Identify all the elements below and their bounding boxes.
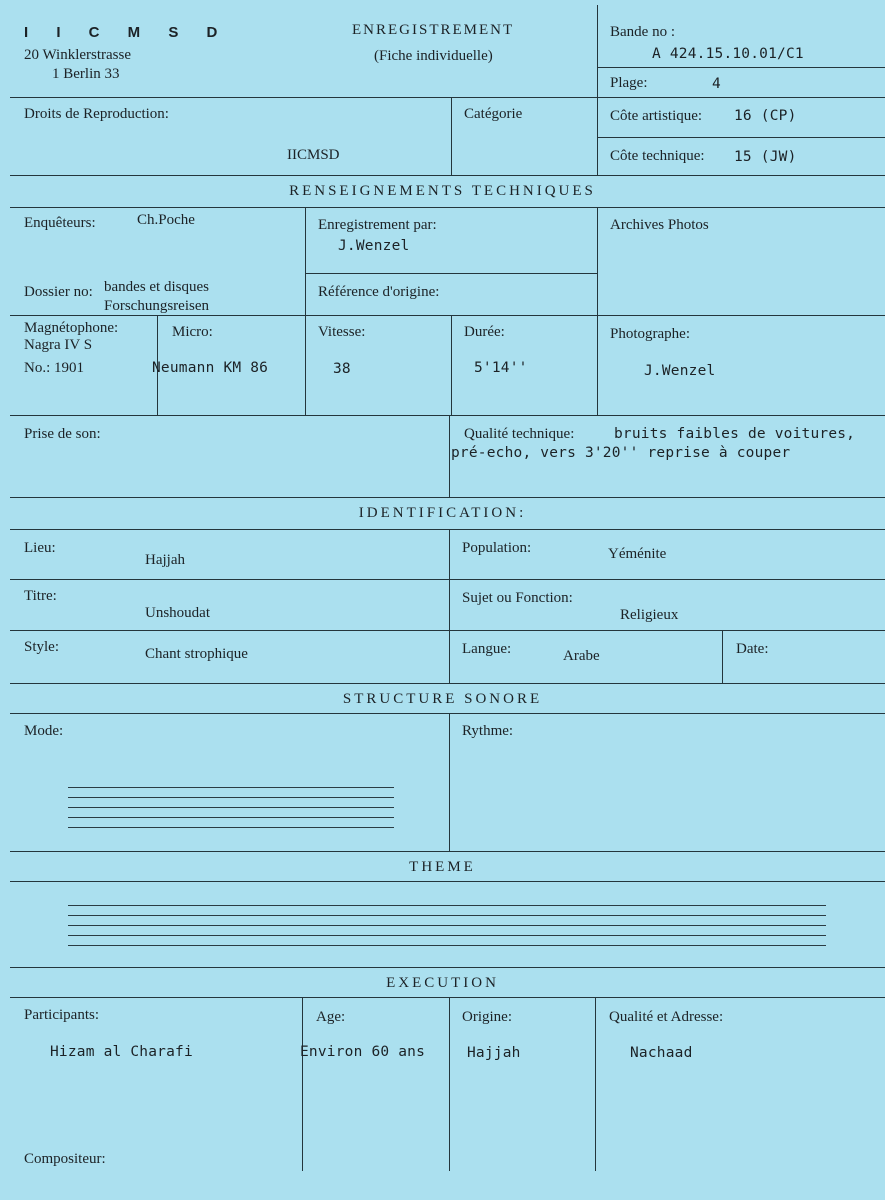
dossier-label: Dossier no: [24,284,93,300]
enqueteurs-value: Ch.Poche [137,212,195,228]
mode-label: Mode: [24,723,64,739]
theme-staff-line [68,925,826,926]
section-title-execution: EXECUTION [386,975,499,991]
magnetophone-number: No.: 1901 [24,360,84,376]
section-title-technique: RENSEIGNEMENTS TECHNIQUES [289,183,596,199]
origine-label: Origine: [462,1009,512,1025]
micro-value: Neumann KM 86 [152,360,269,376]
rule-cote-left [597,97,598,175]
form-subtitle: (Fiche individuelle) [374,48,493,64]
dossier-value-line-2: Forschungsreisen [104,298,209,314]
categorie-label: Catégorie [464,106,523,122]
qualite-adresse-label: Qualité et Adresse: [609,1009,724,1025]
reference-label: Référence d'origine: [318,284,440,300]
duree-value: 5'14'' [474,360,528,376]
dossier-value-line-1: bandes et disques [104,279,209,295]
qualite-adresse-value: Nachaad [630,1045,693,1061]
population-label: Population: [462,540,532,556]
rule-ident-title-bottom [10,529,885,530]
rule-enreg-left [305,207,306,415]
rule-style-bottom [10,683,885,684]
theme-staff-line [68,945,826,946]
vitesse-value: 38 [333,361,351,377]
population-value: Yéménite [608,546,667,562]
bande-label: Bande no : [610,24,675,40]
cote-artistique-label: Côte artistique: [610,108,703,124]
mode-staff-line [68,787,394,788]
rule-dossier-bottom [10,315,885,316]
rule-theme-title-bottom [10,881,885,882]
rule-titre-bottom [10,630,885,631]
magnetophone-value: Nagra IV S [24,337,93,353]
rule-structure-title-bottom [10,713,885,714]
theme-staff-line [68,905,826,906]
rule-theme-bottom [10,967,885,968]
compositeur-label: Compositeur: [24,1151,106,1167]
origine-value: Hajjah [467,1045,521,1061]
participants-value: Hizam al Charafi [50,1044,193,1060]
age-value: Environ 60 ans [300,1044,426,1060]
rule-ident-mid [449,529,450,683]
droits-value: IICMSD [287,147,340,163]
rule-header-bottom [10,97,885,98]
rule-categorie-left [451,97,452,175]
form-title: ENREGISTREMENT [352,22,515,38]
rule-tech-title-bottom [10,207,885,208]
rule-rights-bottom [10,175,885,176]
rythme-label: Rythme: [462,723,514,739]
droits-label: Droits de Reproduction: [24,106,169,122]
theme-staff-line [68,935,826,936]
magnetophone-label: Magnétophone: [24,320,119,336]
address-line-2: 1 Berlin 33 [52,66,120,82]
prise-label: Prise de son: [24,426,101,442]
theme-staff-line [68,915,826,916]
titre-value: Unshoudat [145,605,210,621]
rule-header-right [597,5,598,97]
sujet-value: Religieux [620,607,679,623]
rule-adresse-left [595,997,596,1171]
micro-label: Micro: [172,324,213,340]
plage-value: 4 [712,76,721,92]
rule-archives-left [597,207,598,415]
participants-label: Participants: [24,1007,99,1023]
enqueteurs-label: Enquêteurs: [24,215,96,231]
plage-label: Plage: [610,75,648,91]
duree-label: Durée: [464,324,505,340]
rule-lieu-bottom [10,579,885,580]
cote-artistique-value: 16 (CP) [734,108,797,124]
rule-bande-plage [597,67,885,68]
langue-label: Langue: [462,641,512,657]
sujet-label: Sujet ou Fonction: [462,590,573,606]
section-title-theme: THEME [409,859,476,875]
rule-age-left [302,997,303,1171]
qualite-technique-value-2: pré-echo, vers 3'20'' reprise à couper [451,445,791,461]
mode-staff-line [68,807,394,808]
rule-mode-right [449,713,450,851]
lieu-label: Lieu: [24,540,56,556]
rule-prise-bottom [10,497,885,498]
cote-technique-label: Côte technique: [610,148,705,164]
lieu-value: Hajjah [145,552,185,568]
rule-equipment-bottom [10,415,885,416]
rule-origine-left [449,997,450,1171]
langue-value: Arabe [563,648,600,664]
style-label: Style: [24,639,60,655]
titre-label: Titre: [24,588,57,604]
vitesse-label: Vitesse: [318,324,366,340]
qualite-technique-label: Qualité technique: [464,426,575,442]
archives-photos-label: Archives Photos [610,217,709,233]
rule-structure-bottom [10,851,885,852]
qualite-technique-value-1: bruits faibles de voitures, [614,426,856,442]
rule-date-left [722,630,723,683]
mode-staff-line [68,797,394,798]
cote-technique-value: 15 (JW) [734,149,797,165]
section-title-structure: STRUCTURE SONORE [342,691,543,707]
rule-exec-title-bottom [10,997,885,998]
rule-duree-left [451,315,452,415]
rule-enreg-bottom [305,273,597,274]
photographe-value: J.Wenzel [644,363,716,379]
mode-staff-line [68,817,394,818]
org-logo: I I C M S D [24,24,230,41]
photographe-label: Photographe: [610,326,690,342]
bande-value: A 424.15.10.01/C1 [652,46,804,62]
style-value: Chant strophique [145,646,248,662]
rule-cote-mid [597,137,885,138]
address-line-1: 20 Winklerstrasse [24,47,132,63]
section-title-identification: IDENTIFICATION: [358,505,527,521]
enregistrement-par-label: Enregistrement par: [318,217,437,233]
mode-staff-line [68,827,394,828]
date-label: Date: [736,641,769,657]
age-label: Age: [316,1009,346,1025]
enregistrement-par-value: J.Wenzel [338,238,410,254]
